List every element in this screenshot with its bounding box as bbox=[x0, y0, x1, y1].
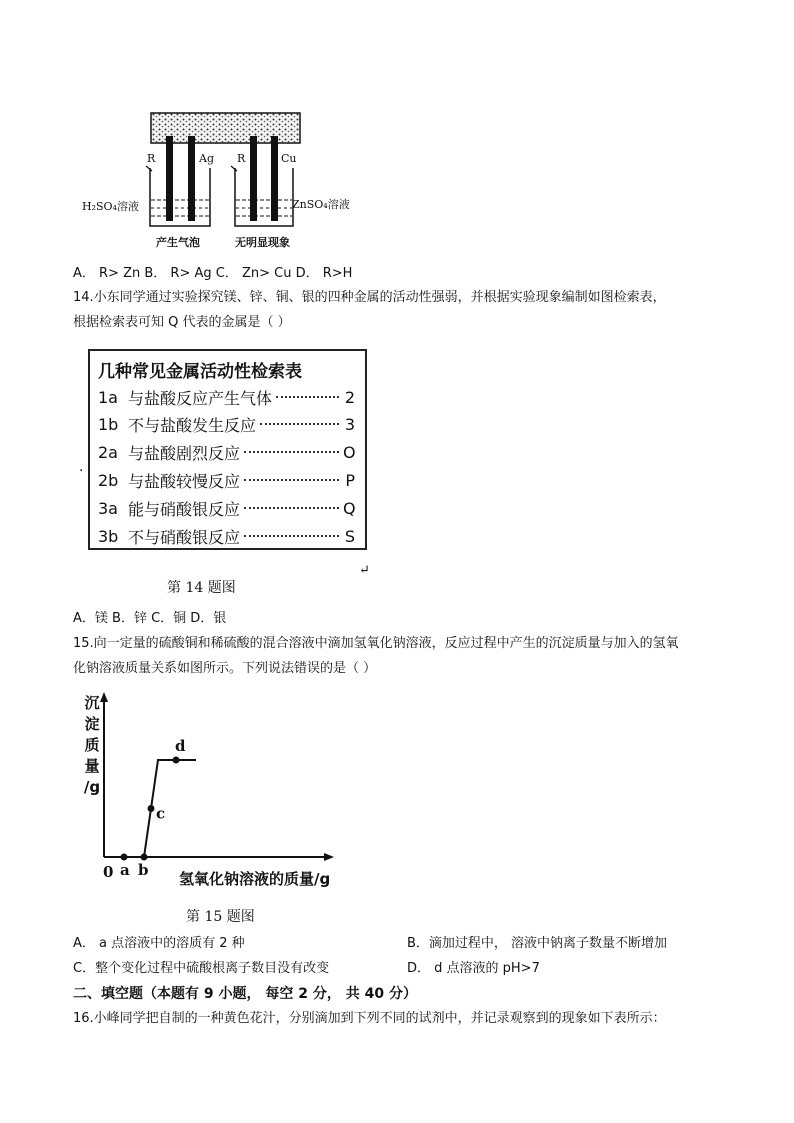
table-row bbox=[98, 440, 355, 464]
q15-stem-line2: 化钠溶液质量关系如图所示。下列说法错误的是（ ） bbox=[73, 661, 377, 676]
label-bubbles: 产生气泡 bbox=[156, 236, 200, 249]
y-axis-label-char: 沉 bbox=[84, 694, 100, 712]
y-axis-label-char: 量 bbox=[84, 757, 100, 775]
label-ag: Ag bbox=[199, 152, 214, 165]
q15-option-b: B．滴加过程中， 溶液中钠离子数量不断增加 bbox=[407, 936, 668, 951]
leader-dots bbox=[244, 535, 339, 537]
table-row bbox=[98, 524, 355, 548]
q14-options: A．镁 B．锌 C．铜 D．银 bbox=[73, 611, 227, 626]
table-row bbox=[98, 496, 355, 520]
leader-dots bbox=[244, 451, 339, 453]
leader-dots bbox=[276, 396, 339, 398]
point-label-c: c bbox=[156, 804, 166, 823]
origin-label: 0 bbox=[103, 863, 114, 881]
electrode-cu bbox=[271, 136, 278, 221]
row-result: S bbox=[344, 526, 355, 546]
row-result: 2 bbox=[344, 387, 355, 407]
q15-chart bbox=[72, 686, 372, 896]
row-key: 2b bbox=[98, 470, 119, 490]
q13-options: A． R> Zn B． R> Ag C． Zn> Cu D． R>H bbox=[73, 266, 353, 281]
q13-figure bbox=[80, 108, 380, 258]
electrode-apparatus-diagram bbox=[80, 108, 380, 258]
row-text: 与盐酸较慢反应 bbox=[128, 471, 241, 491]
data-point-a bbox=[121, 854, 128, 861]
row-result: O bbox=[343, 442, 356, 462]
y-axis-label-char: /g bbox=[83, 778, 101, 796]
point-label-d: d bbox=[175, 737, 186, 755]
scan-mark: ↵ bbox=[359, 563, 370, 578]
x-axis-label: 氢氧化钠溶液的质量/g bbox=[179, 870, 331, 888]
row-result: 3 bbox=[344, 414, 355, 434]
q15-stem-line1: 15.向一定量的硫酸铜和稀硫酸的混合溶液中滴加氢氧化钠溶液，反应过程中产生的沉淀质量与加入的氢氧 bbox=[73, 636, 679, 651]
label-h2so4: H₂SO₄溶液 bbox=[82, 200, 139, 213]
q15-option-c: C．整个变化过程中硫酸根离子数目没有改变 bbox=[73, 961, 330, 976]
row-key: 1a bbox=[98, 387, 118, 407]
scan-mark: · bbox=[79, 463, 84, 479]
leader-dots bbox=[260, 423, 339, 425]
label-no-change: 无明显现象 bbox=[235, 236, 290, 249]
data-point-d bbox=[173, 757, 180, 764]
q14-stem-line1: 14.小东同学通过实验探究镁、锌、铜、银的四种金属的活动性强弱，并根据实验现象编制如图检索表， bbox=[73, 290, 666, 305]
row-result: Q bbox=[343, 498, 356, 518]
row-result: P bbox=[345, 470, 355, 490]
q15-option-d: D． d 点溶液的 pH>7 bbox=[407, 961, 540, 976]
leader-dots bbox=[244, 479, 339, 481]
electrode-r-left bbox=[166, 136, 173, 221]
row-key: 1b bbox=[98, 414, 119, 434]
q15-option-a: A． a 点溶液中的溶质有 2 种 bbox=[73, 936, 245, 951]
figure-15-caption: 第 15 题图 bbox=[186, 909, 255, 925]
data-point-b bbox=[141, 854, 148, 861]
section-heading: 二、填空题（本题有 9 小题， 每空 2 分， 共 40 分） bbox=[73, 986, 417, 1002]
table-row bbox=[98, 412, 355, 436]
data-point-c bbox=[148, 805, 155, 812]
row-text: 能与硝酸银反应 bbox=[128, 499, 241, 519]
y-axis-label-char: 质 bbox=[84, 736, 100, 754]
right-beaker bbox=[235, 168, 293, 226]
table-row bbox=[98, 385, 355, 409]
table-row bbox=[98, 468, 355, 492]
precipitate-mass-chart bbox=[72, 686, 372, 896]
label-r-left: R bbox=[147, 152, 156, 165]
table-title: 几种常见金属活动性检索表 bbox=[98, 362, 302, 382]
row-key: 2a bbox=[98, 442, 118, 462]
q14-stem-line2: 根据检索表可知 Q 代表的金属是（ ） bbox=[73, 315, 291, 330]
row-key: 3b bbox=[98, 526, 119, 546]
left-beaker bbox=[150, 168, 210, 226]
q16-stem: 16.小峰同学把自制的一种黄色花汁，分别滴加到下列不同的试剂中，并记录观察到的现象如下表所示： bbox=[73, 1011, 666, 1026]
point-label-b: b bbox=[138, 861, 149, 879]
label-cu: Cu bbox=[281, 152, 297, 165]
leader-dots bbox=[244, 507, 339, 509]
electrode-r-right bbox=[250, 136, 257, 221]
figure-14-caption: 第 14 题图 bbox=[167, 580, 236, 596]
y-axis-label-char: 淀 bbox=[84, 715, 100, 733]
x-axis-arrow bbox=[324, 853, 334, 861]
y-axis-arrow bbox=[100, 692, 108, 702]
label-r-right: R bbox=[237, 152, 246, 165]
metal-activity-key-table bbox=[88, 349, 367, 550]
row-text: 不与硝酸银反应 bbox=[128, 527, 241, 547]
row-key: 3a bbox=[98, 498, 118, 518]
label-znso4: ZnSO₄溶液 bbox=[292, 198, 350, 211]
row-text: 与盐酸剧烈反应 bbox=[128, 443, 241, 463]
row-text: 不与盐酸发生反应 bbox=[128, 415, 257, 435]
row-text: 与盐酸反应产生气体 bbox=[128, 388, 273, 408]
electrode-ag bbox=[188, 136, 195, 221]
point-label-a: a bbox=[120, 861, 130, 879]
